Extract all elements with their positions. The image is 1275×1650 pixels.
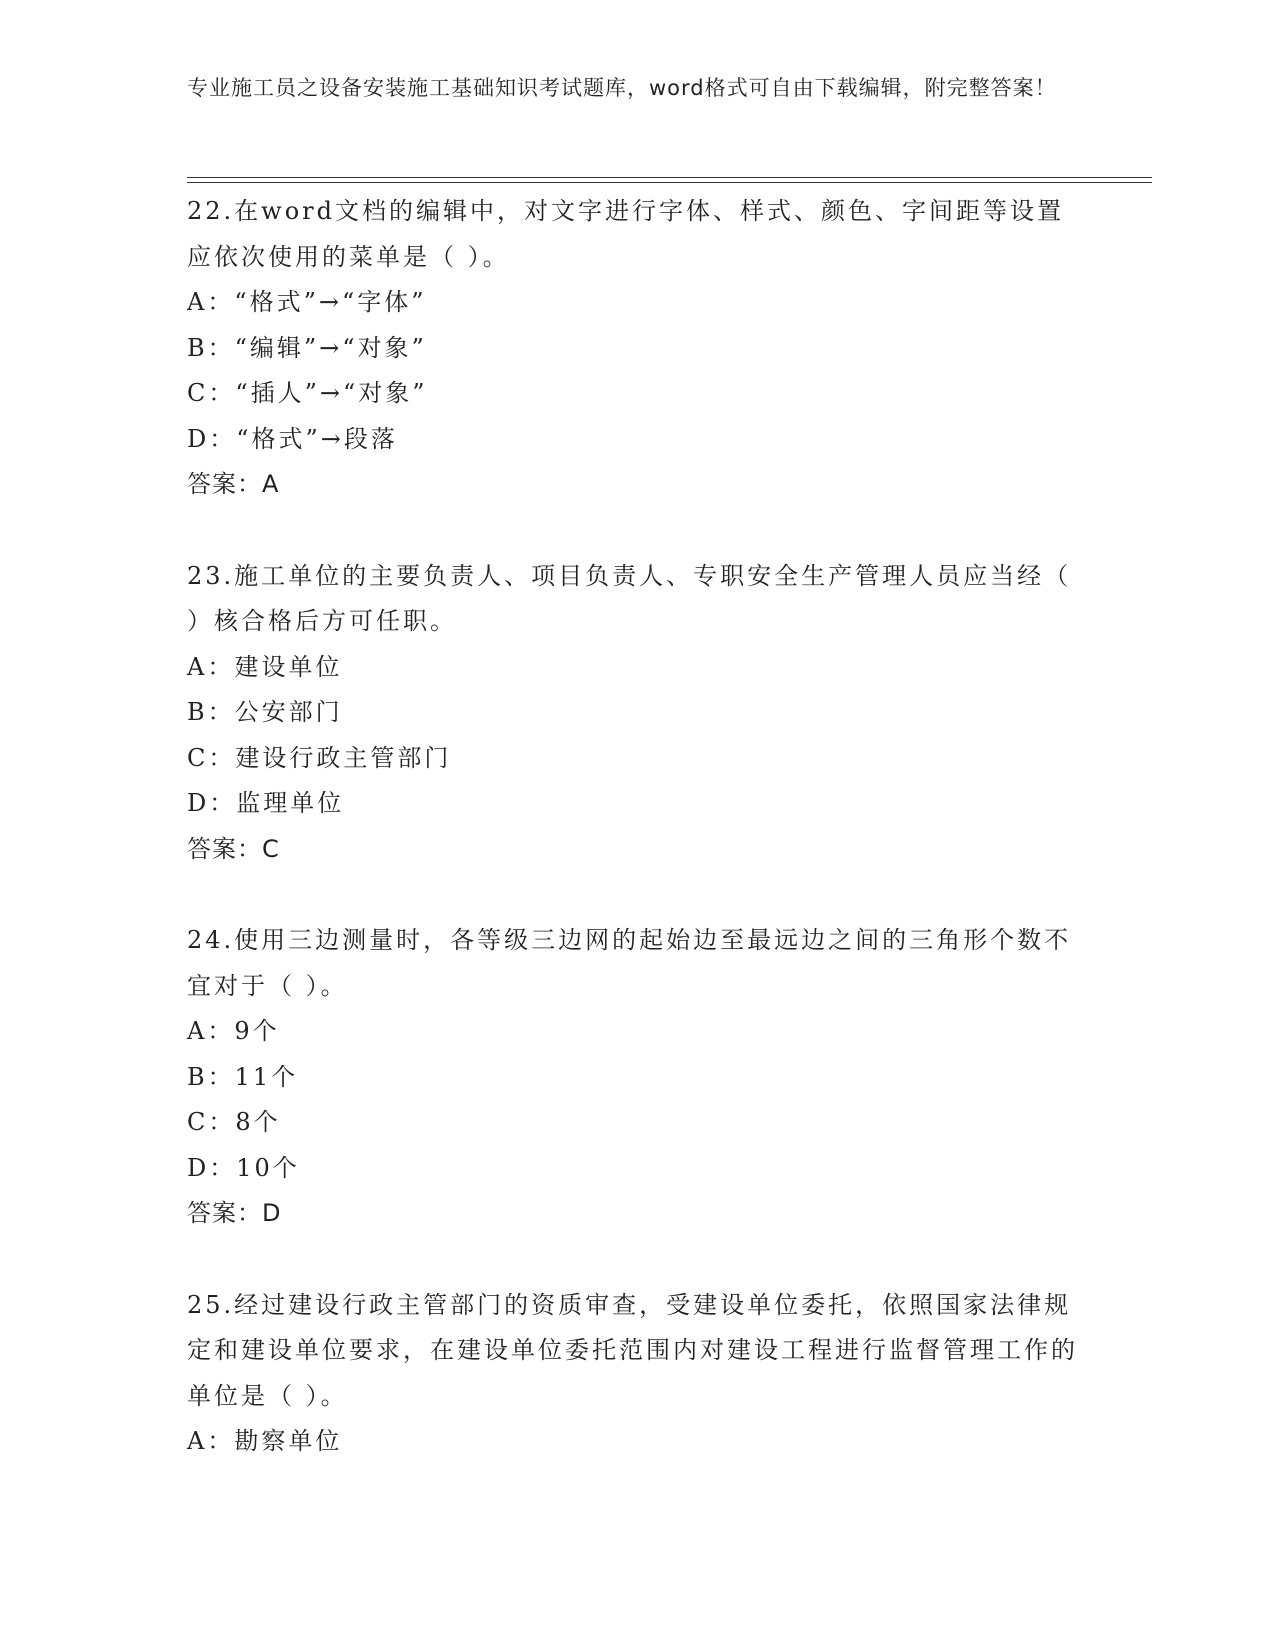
option-a: A：勘察单位 bbox=[187, 1427, 343, 1455]
question-stem: 22.在word文档的编辑中，对文字进行字体、样式、颜色、字间距等设置应依次使用的菜单是（ ）。 bbox=[187, 197, 1064, 271]
answer-line: 答案：C bbox=[187, 834, 280, 863]
question-stem: 24.使用三边测量时，各等级三边网的起始边至最远边之间的三角形个数不宜对于（ ）。 bbox=[187, 926, 1072, 1000]
question-25 bbox=[187, 1283, 1087, 1465]
answer-line: 答案：D bbox=[187, 1199, 282, 1227]
option-c: C：“插人”→“对象” bbox=[187, 379, 428, 407]
option-b: B：“编辑”→“对象” bbox=[187, 333, 427, 362]
header-divider-bottom bbox=[187, 182, 1152, 183]
option-a: A：建设单位 bbox=[187, 652, 343, 681]
question-stem: 23.施工单位的主要负责人、项目负责人、专职安全生产管理人员应当经（ ）核合格后方可任职。 bbox=[187, 561, 1072, 635]
question-stem: 25.经过建设行政主管部门的资质审查，受建设单位委托，依照国家法律规定和建设单位要求，在建设单位委托范围内对建设工程进行监督管理工作的单位是（ ）。 bbox=[187, 1290, 1078, 1410]
question-24 bbox=[187, 918, 1087, 1237]
option-b: B：11个 bbox=[187, 1062, 299, 1091]
question-list bbox=[187, 189, 1087, 1511]
option-a: A：9个 bbox=[187, 1017, 280, 1045]
document-header: 专业施工员之设备安装施工基础知识考试题库，word格式可自由下载编辑，附完整答案！ bbox=[187, 76, 1057, 100]
option-d: D：10个 bbox=[187, 1153, 300, 1182]
option-a: A：“格式”→“字体” bbox=[187, 288, 427, 316]
question-22 bbox=[187, 189, 1087, 508]
header-divider-top bbox=[187, 177, 1152, 178]
answer-line: 答案：A bbox=[187, 470, 280, 498]
option-c: C：8个 bbox=[187, 1108, 281, 1136]
option-c: C：建设行政主管部门 bbox=[187, 743, 452, 772]
option-b: B：公安部门 bbox=[187, 698, 343, 726]
option-d: D：“格式”→段落 bbox=[187, 424, 398, 453]
option-d: D：监理单位 bbox=[187, 789, 345, 817]
question-23 bbox=[187, 554, 1087, 873]
